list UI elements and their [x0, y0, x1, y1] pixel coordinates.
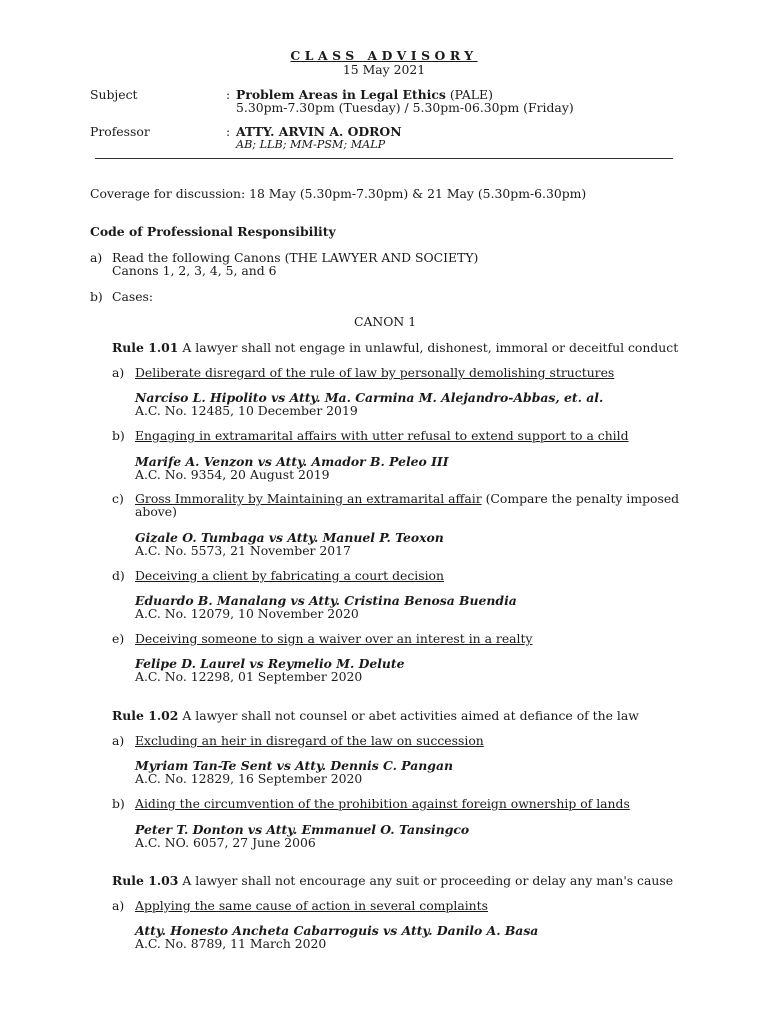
instruction-marker-a: a)	[90, 250, 103, 265]
subject-schedule: 5.30pm-7.30pm (Tuesday) / 5.30pm-06.30pm (Friday)	[236, 100, 574, 115]
case-title: Felipe D. Laurel vs Reymelio M. Delute	[135, 656, 405, 671]
case-citation: A.C. No. 12485, 10 December 2019	[135, 403, 358, 418]
item-topic: Deceiving someone to sign a waiver over an interest in a realty	[135, 631, 533, 646]
case-citation: A.C. No. 8789, 11 March 2020	[135, 936, 327, 951]
advisory-date: 15 May 2021	[342, 62, 426, 77]
item-marker: e)	[112, 631, 125, 646]
case-title: Atty. Honesto Ancheta Cabarroguis vs Atty. Danilo A. Basa	[135, 923, 539, 938]
case-citation: A.C. No. 5573, 21 November 2017	[135, 543, 351, 558]
case-title: Myriam Tan-Te Sent vs Atty. Dennis C. Pangan	[135, 758, 454, 773]
code-heading: Code of Professional Responsibility	[90, 224, 336, 239]
item-topic-line	[135, 491, 679, 506]
item-topic: Deceiving a client by fabricating a court decision	[135, 568, 444, 583]
case-citation: A.C. No. 9354, 20 August 2019	[135, 467, 330, 482]
item-note-cont: above)	[135, 504, 177, 519]
rule-text: A lawyer shall not encourage any suit or proceeding or delay any man's cause	[182, 873, 674, 888]
header-divider	[95, 158, 673, 159]
item-note: (Compare the penalty imposed	[485, 491, 680, 506]
canon-title: CANON 1	[354, 314, 417, 329]
case-citation: A.C. NO. 6057, 27 June 2006	[135, 835, 316, 850]
rule-label: Rule 1.02	[112, 708, 179, 723]
subject-colon: :	[226, 87, 231, 102]
instruction-b-line1: Cases:	[112, 289, 154, 304]
instruction-a-line1: Read the following Canons (THE LAWYER AND SOCIETY)	[112, 250, 479, 265]
rule-text: A lawyer shall not counsel or abet activities aimed at defiance of the law	[182, 708, 639, 723]
item-marker: b)	[112, 796, 125, 811]
item-topic: Excluding an heir in disregard of the law on succession	[135, 733, 484, 748]
case-citation: A.C. No. 12829, 16 September 2020	[135, 771, 363, 786]
rule-label: Rule 1.03	[112, 873, 179, 888]
subject-abbr: (PALE)	[449, 87, 493, 102]
case-citation: A.C. No. 12079, 10 November 2020	[135, 606, 359, 621]
rule-text: A lawyer shall not engage in unlawful, dishonest, immoral or deceitful conduct	[182, 340, 679, 355]
case-citation: A.C. No. 12298, 01 September 2020	[135, 669, 363, 684]
item-marker: a)	[112, 365, 125, 380]
item-marker: b)	[112, 428, 125, 443]
professor-label: Professor	[90, 124, 150, 139]
item-topic: Deliberate disregard of the rule of law by personally demolishing structures	[135, 365, 615, 380]
instruction-a-line2: Canons 1, 2, 3, 4, 5, and 6	[112, 263, 277, 278]
professor-name: ATTY. ARVIN A. ODRON	[236, 124, 402, 139]
item-topic: Engaging in extramarital affairs with utter refusal to extend support to a child	[135, 428, 629, 443]
coverage-text: Coverage for discussion: 18 May (5.30pm-7.30pm) & 21 May (5.30pm-6.30pm)	[90, 186, 587, 201]
case-title: Eduardo B. Manalang vs Atty. Cristina Benosa Buendia	[135, 593, 517, 608]
case-title: Narciso L. Hipolito vs Atty. Ma. Carmina M. Alejandro-Abbas, et. al.	[135, 390, 604, 405]
case-title: Gizale O. Tumbaga vs Atty. Manuel P. Teoxon	[135, 530, 444, 545]
case-title: Marife A. Venzon vs Atty. Amador B. Peleo III	[135, 454, 449, 469]
rule-1-01	[112, 340, 678, 355]
item-topic: Aiding the circumvention of the prohibition against foreign ownership of lands	[135, 796, 630, 811]
advisory-title: CLASS ADVISORY	[290, 48, 478, 63]
professor-colon: :	[226, 124, 231, 139]
item-marker: c)	[112, 491, 124, 506]
rule-label: Rule 1.01	[112, 340, 179, 355]
rule-1-03	[112, 873, 673, 888]
professor-credentials: AB; LLB; MM-PSM; MALP	[236, 138, 386, 151]
subject-name: Problem Areas in Legal Ethics	[236, 87, 446, 102]
item-marker: a)	[112, 898, 125, 913]
instruction-marker-b: b)	[90, 289, 103, 304]
subject-label: Subject	[90, 87, 138, 102]
item-marker: a)	[112, 733, 125, 748]
item-topic: Gross Immorality by Maintaining an extramarital affair	[135, 491, 482, 506]
item-topic: Applying the same cause of action in several complaints	[135, 898, 488, 913]
case-title: Peter T. Donton vs Atty. Emmanuel O. Tansingco	[135, 822, 470, 837]
rule-1-02	[112, 708, 639, 723]
item-marker: d)	[112, 568, 125, 583]
